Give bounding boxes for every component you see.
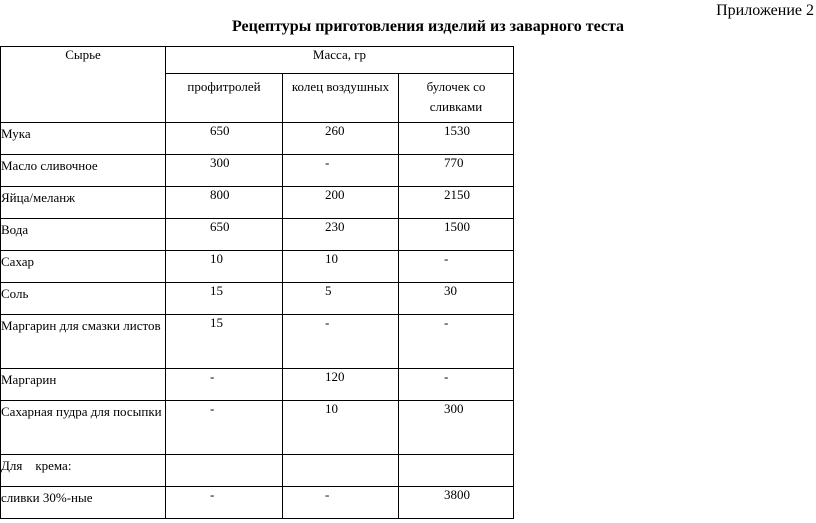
value-cell: 15 <box>166 315 283 369</box>
table-row <box>1 455 514 487</box>
value-cell: 1500 <box>399 219 514 251</box>
value-cell: 10 <box>283 401 399 455</box>
value-cell <box>399 455 514 487</box>
value-cell: - <box>283 315 399 369</box>
ingredient-name: Сахарная пудра для посыпки <box>1 401 166 455</box>
value-cell <box>283 455 399 487</box>
table-row <box>1 369 514 401</box>
value-cell: 5 <box>283 283 399 315</box>
ingredient-name: Мука <box>1 123 166 155</box>
table-row <box>1 251 514 283</box>
table-row <box>1 315 514 369</box>
ingredient-name: Вода <box>1 219 166 251</box>
ingredient-name: Яйца/меланж <box>1 187 166 219</box>
value-cell: - <box>399 251 514 283</box>
ingredient-name: Для крема: <box>1 455 166 487</box>
value-cell <box>166 455 283 487</box>
value-cell: 300 <box>166 155 283 187</box>
column-header-profiteroles: профитролей <box>166 74 283 123</box>
table-row <box>1 155 514 187</box>
appendix-label: Приложение 2 <box>716 2 814 19</box>
value-cell: 200 <box>283 187 399 219</box>
table-row <box>1 283 514 315</box>
ingredient-name: Масло сливочное <box>1 155 166 187</box>
value-cell: - <box>166 369 283 401</box>
value-cell: 2150 <box>399 187 514 219</box>
value-cell: 260 <box>283 123 399 155</box>
table-row <box>1 187 514 219</box>
column-header-rings: колец воздушных <box>283 74 399 123</box>
recipe-table <box>0 46 514 519</box>
value-cell: 800 <box>166 187 283 219</box>
ingredient-name: Маргарин <box>1 369 166 401</box>
value-cell: 10 <box>166 251 283 283</box>
ingredient-name: Маргарин для смазки листов <box>1 315 166 369</box>
value-cell: 3800 <box>399 487 514 519</box>
value-cell: 1530 <box>399 123 514 155</box>
value-cell: - <box>399 315 514 369</box>
value-cell: 300 <box>399 401 514 455</box>
table-row <box>1 219 514 251</box>
value-cell: 10 <box>283 251 399 283</box>
value-cell: 120 <box>283 369 399 401</box>
value-cell: 650 <box>166 123 283 155</box>
header-row-mass <box>1 47 514 74</box>
ingredient-name: сливки 30%-ные <box>1 487 166 519</box>
column-header-buns: булочек со сливками <box>399 74 514 123</box>
mass-header: Масса, гр <box>166 47 514 74</box>
table-row <box>1 123 514 155</box>
raw-material-header: Сырье <box>1 47 166 123</box>
value-cell: 770 <box>399 155 514 187</box>
table-row <box>1 487 514 519</box>
ingredient-name: Сахар <box>1 251 166 283</box>
value-cell: 15 <box>166 283 283 315</box>
value-cell: - <box>283 487 399 519</box>
value-cell: - <box>399 369 514 401</box>
ingredient-name: Соль <box>1 283 166 315</box>
value-cell: - <box>166 401 283 455</box>
value-cell: 30 <box>399 283 514 315</box>
document-title: Рецептуры приготовления изделий из заварного теста <box>231 18 625 35</box>
value-cell: 230 <box>283 219 399 251</box>
table-row <box>1 401 514 455</box>
value-cell: - <box>166 487 283 519</box>
value-cell: 650 <box>166 219 283 251</box>
value-cell: - <box>283 155 399 187</box>
